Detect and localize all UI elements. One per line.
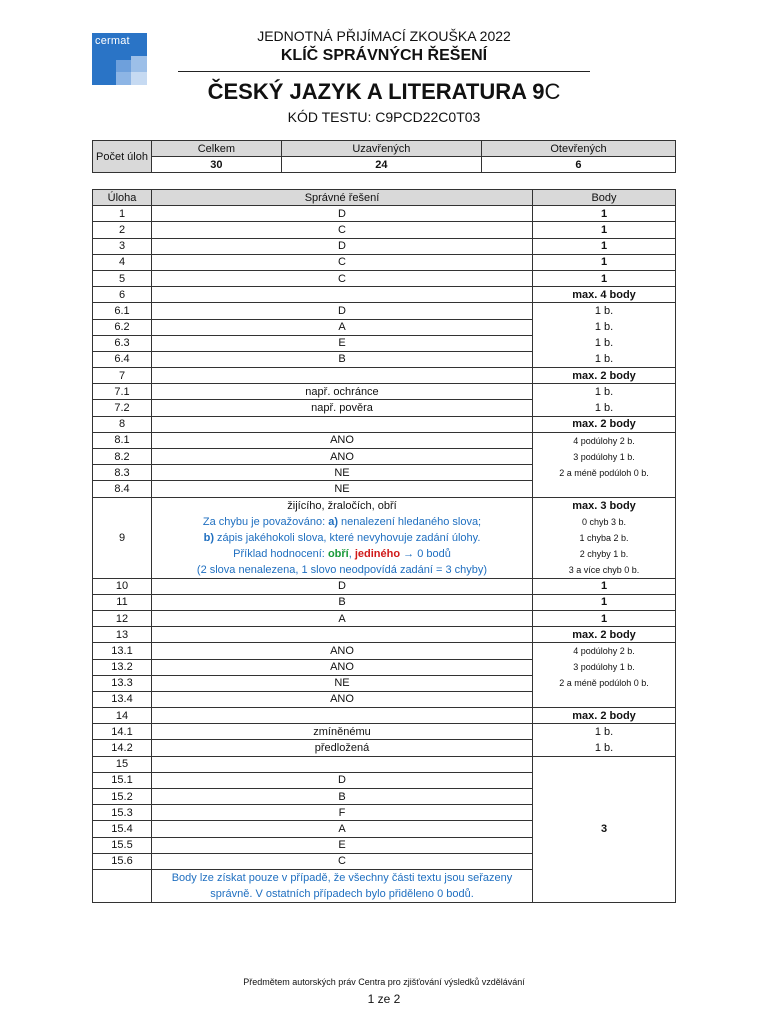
summary-value-closed: 24 bbox=[281, 157, 481, 173]
task-solution: B bbox=[152, 789, 533, 805]
task-9-answer: žijícího, žraločích, obří bbox=[287, 499, 397, 512]
task-number: 8 bbox=[93, 416, 152, 432]
task-number: 13.2 bbox=[93, 659, 152, 675]
task-points bbox=[533, 772, 676, 788]
task-number: 12 bbox=[93, 610, 152, 626]
task-number: 15.2 bbox=[93, 789, 152, 805]
note-text: , bbox=[348, 547, 355, 560]
table-row bbox=[93, 335, 676, 351]
note-text: Za chybu je považováno: bbox=[202, 515, 329, 528]
task-points: 1 bbox=[533, 594, 676, 610]
task-points: 3 bbox=[533, 821, 676, 837]
task-points: max. 2 body bbox=[533, 416, 676, 432]
table-row bbox=[93, 805, 676, 821]
task-points: 1 chyba 2 b. bbox=[579, 532, 629, 543]
task-points bbox=[533, 869, 676, 902]
task-number: 9 bbox=[93, 497, 152, 578]
table-row bbox=[93, 708, 676, 724]
table-row bbox=[93, 821, 676, 837]
table-row bbox=[93, 610, 676, 626]
note-letter: b) bbox=[203, 531, 214, 544]
logo-text: cermat bbox=[95, 35, 130, 47]
summary-table bbox=[92, 140, 676, 173]
table-row bbox=[93, 578, 676, 594]
task-number: 13.1 bbox=[93, 643, 152, 659]
task-solution: E bbox=[152, 837, 533, 853]
table-row bbox=[93, 675, 676, 691]
table-row bbox=[93, 319, 676, 335]
task-number: 8.3 bbox=[93, 465, 152, 481]
task-number: 14 bbox=[93, 708, 152, 724]
table-row bbox=[93, 351, 676, 367]
task-solution: E bbox=[152, 335, 533, 351]
summary-header-total: Celkem bbox=[152, 141, 282, 157]
header-divider bbox=[178, 71, 590, 72]
subject-title bbox=[0, 79, 768, 105]
task-solution: NE bbox=[152, 481, 533, 497]
task-solution: D bbox=[152, 303, 533, 319]
table-row bbox=[93, 465, 676, 481]
table-row bbox=[93, 740, 676, 756]
task-solution: NE bbox=[152, 675, 533, 691]
note-text: správně. V ostatních případech bylo přiděleno 0 bodů. bbox=[210, 887, 474, 900]
table-header-row bbox=[93, 190, 676, 206]
task-number bbox=[93, 869, 152, 902]
task-number: 7.1 bbox=[93, 384, 152, 400]
task-points: 3 podúlohy 1 b. bbox=[533, 449, 676, 465]
task-solution bbox=[152, 756, 533, 772]
task-number: 4 bbox=[93, 254, 152, 270]
task-solution: ANO bbox=[152, 643, 533, 659]
task-number: 8.4 bbox=[93, 481, 152, 497]
test-version: C bbox=[544, 79, 561, 104]
task-solution: předložená bbox=[152, 740, 533, 756]
task-number: 15.6 bbox=[93, 853, 152, 869]
task-number: 11 bbox=[93, 594, 152, 610]
task-points bbox=[533, 789, 676, 805]
task-points: 4 podúlohy 2 b. bbox=[533, 432, 676, 448]
task-number: 10 bbox=[93, 578, 152, 594]
task-number: 6.3 bbox=[93, 335, 152, 351]
task-number: 14.1 bbox=[93, 724, 152, 740]
task-points: 1 b. bbox=[533, 303, 676, 319]
task-solution: ANO bbox=[152, 691, 533, 707]
task-number: 15.5 bbox=[93, 837, 152, 853]
task-number: 14.2 bbox=[93, 740, 152, 756]
task-points: max. 3 body bbox=[572, 499, 636, 512]
task-number: 15.4 bbox=[93, 821, 152, 837]
table-row-task-15-note bbox=[93, 869, 676, 902]
task-number: 6.4 bbox=[93, 351, 152, 367]
task-number: 8.1 bbox=[93, 432, 152, 448]
task-number: 6.1 bbox=[93, 303, 152, 319]
task-solution: A bbox=[152, 319, 533, 335]
header-points: Body bbox=[533, 190, 676, 206]
subject-name: ČESKÝ JAZYK A LITERATURA 9 bbox=[207, 79, 545, 104]
task-points: 1 bbox=[533, 206, 676, 222]
table-row bbox=[93, 772, 676, 788]
task-points: 1 bbox=[533, 254, 676, 270]
task-number: 6 bbox=[93, 287, 152, 303]
header-solution: Správné řešení bbox=[152, 190, 533, 206]
task-points: 0 chyb 3 b. bbox=[581, 516, 627, 527]
note-text: → 0 bodů bbox=[400, 547, 451, 560]
note-text: Příklad hodnocení: bbox=[233, 547, 328, 560]
task-number: 15 bbox=[93, 756, 152, 772]
task-solution bbox=[152, 708, 533, 724]
table-row bbox=[93, 287, 676, 303]
task-number: 1 bbox=[93, 206, 152, 222]
task-points: 1 b. bbox=[533, 319, 676, 335]
task-points bbox=[533, 756, 676, 772]
summary-row-label: Počet úloh bbox=[93, 141, 152, 173]
task-number: 8.2 bbox=[93, 449, 152, 465]
task-solution: ANO bbox=[152, 432, 533, 448]
example-correct-word: obří bbox=[327, 547, 349, 560]
task-solution: F bbox=[152, 805, 533, 821]
task-points: max. 2 body bbox=[533, 627, 676, 643]
table-row bbox=[93, 254, 676, 270]
table-row bbox=[93, 756, 676, 772]
task-solution: D bbox=[152, 238, 533, 254]
table-row bbox=[93, 432, 676, 448]
task-9-note-a bbox=[152, 514, 532, 530]
answer-key-title: KLÍČ SPRÁVNÝCH ŘEŠENÍ bbox=[280, 47, 488, 64]
task-solution: D bbox=[152, 772, 533, 788]
table-row bbox=[93, 303, 676, 319]
task-solution bbox=[152, 627, 533, 643]
note-text: Body lze získat pouze v případě, že všechny části textu jsou seřazeny bbox=[171, 871, 513, 884]
table-row bbox=[93, 627, 676, 643]
task-solution: B bbox=[152, 351, 533, 367]
task-points bbox=[533, 691, 676, 707]
task-points: 1 b. bbox=[533, 335, 676, 351]
task-points bbox=[533, 837, 676, 853]
table-row bbox=[93, 206, 676, 222]
task-points: max. 2 body bbox=[533, 708, 676, 724]
note-text: nenalezení hledaného slova; bbox=[338, 515, 482, 528]
solutions-table bbox=[92, 189, 676, 903]
task-points: 2 a méně podúloh 0 b. bbox=[533, 675, 676, 691]
task-number: 15.1 bbox=[93, 772, 152, 788]
summary-value-open: 6 bbox=[481, 157, 675, 173]
task-solution: ANO bbox=[152, 659, 533, 675]
task-points: 3 a více chyb 0 b. bbox=[568, 564, 640, 575]
copyright-notice: Předmětem autorských práv Centra pro zjišťování výsledků vzdělávání bbox=[243, 977, 525, 987]
task-points: max. 4 body bbox=[533, 287, 676, 303]
task-points: 1 b. bbox=[533, 724, 676, 740]
task-9-note-b bbox=[152, 530, 532, 546]
task-solution bbox=[152, 368, 533, 384]
table-row bbox=[93, 368, 676, 384]
summary-header-open: Otevřených bbox=[481, 141, 675, 157]
task-points bbox=[533, 853, 676, 869]
table-row bbox=[93, 643, 676, 659]
task-number: 13 bbox=[93, 627, 152, 643]
table-row bbox=[93, 724, 676, 740]
task-solution: D bbox=[152, 578, 533, 594]
table-row bbox=[93, 481, 676, 497]
task-points: 1 b. bbox=[533, 351, 676, 367]
task-solution: C bbox=[152, 853, 533, 869]
header-task: Úloha bbox=[93, 190, 152, 206]
table-row bbox=[93, 691, 676, 707]
test-code: KÓD TESTU: C9PCD22C0T03 bbox=[287, 109, 481, 125]
task-solution: A bbox=[152, 821, 533, 837]
task-9-example-note: (2 slova nenalezena, 1 slovo neodpovídá zadání = 3 chyby) bbox=[196, 563, 488, 576]
summary-value-total: 30 bbox=[152, 157, 282, 173]
task-points: 4 podúlohy 2 b. bbox=[533, 643, 676, 659]
table-row bbox=[93, 789, 676, 805]
task-solution: C bbox=[152, 270, 533, 286]
task-solution: D bbox=[152, 206, 533, 222]
table-row bbox=[93, 449, 676, 465]
task-points: 1 b. bbox=[533, 384, 676, 400]
task-solution bbox=[152, 416, 533, 432]
task-number: 13.3 bbox=[93, 675, 152, 691]
task-number: 15.3 bbox=[93, 805, 152, 821]
task-number: 7 bbox=[93, 368, 152, 384]
task-number: 6.2 bbox=[93, 319, 152, 335]
task-points: 1 b. bbox=[533, 740, 676, 756]
task-solution: C bbox=[152, 254, 533, 270]
task-points: max. 2 body bbox=[533, 368, 676, 384]
task-points: 2 chyby 1 b. bbox=[579, 548, 629, 559]
task-9-solution bbox=[152, 497, 533, 578]
task-9-points bbox=[533, 497, 676, 578]
task-number: 13.4 bbox=[93, 691, 152, 707]
task-number: 7.2 bbox=[93, 400, 152, 416]
task-points: 2 a méně podúloh 0 b. bbox=[533, 465, 676, 481]
task-number: 2 bbox=[93, 222, 152, 238]
table-row bbox=[93, 222, 676, 238]
table-row bbox=[93, 853, 676, 869]
task-points: 1 bbox=[533, 222, 676, 238]
task-number: 3 bbox=[93, 238, 152, 254]
task-9-example bbox=[152, 546, 532, 562]
table-row bbox=[93, 594, 676, 610]
note-text: zápis jakéhokoli slova, které nevyhovuje zadání úlohy. bbox=[213, 531, 481, 544]
table-row bbox=[93, 837, 676, 853]
page-number: 1 ze 2 bbox=[367, 992, 401, 1006]
table-row bbox=[93, 384, 676, 400]
table-row bbox=[93, 416, 676, 432]
note-letter: a) bbox=[328, 515, 338, 528]
task-solution: např. pověra bbox=[152, 400, 533, 416]
task-points: 1 bbox=[533, 238, 676, 254]
task-points bbox=[533, 805, 676, 821]
task-solution: NE bbox=[152, 465, 533, 481]
example-wrong-word: jediného bbox=[354, 547, 401, 560]
task-points: 1 bbox=[533, 610, 676, 626]
summary-header-closed: Uzavřených bbox=[281, 141, 481, 157]
task-points: 1 b. bbox=[533, 400, 676, 416]
table-row bbox=[93, 400, 676, 416]
task-points bbox=[533, 481, 676, 497]
task-number: 5 bbox=[93, 270, 152, 286]
table-row-task-9 bbox=[93, 497, 676, 578]
task-solution bbox=[152, 287, 533, 303]
task-points: 3 podúlohy 1 b. bbox=[533, 659, 676, 675]
task-solution: B bbox=[152, 594, 533, 610]
task-solution: A bbox=[152, 610, 533, 626]
task-solution: např. ochránce bbox=[152, 384, 533, 400]
task-points: 1 bbox=[533, 578, 676, 594]
task-15-note bbox=[152, 869, 533, 902]
table-row bbox=[93, 238, 676, 254]
task-solution: ANO bbox=[152, 449, 533, 465]
exam-name: JEDNOTNÁ PŘIJÍMACÍ ZKOUŠKA 2022 bbox=[257, 28, 511, 44]
task-points: 1 bbox=[533, 270, 676, 286]
task-solution: C bbox=[152, 222, 533, 238]
table-row bbox=[93, 270, 676, 286]
table-row bbox=[93, 659, 676, 675]
task-solution: zmíněnému bbox=[152, 724, 533, 740]
